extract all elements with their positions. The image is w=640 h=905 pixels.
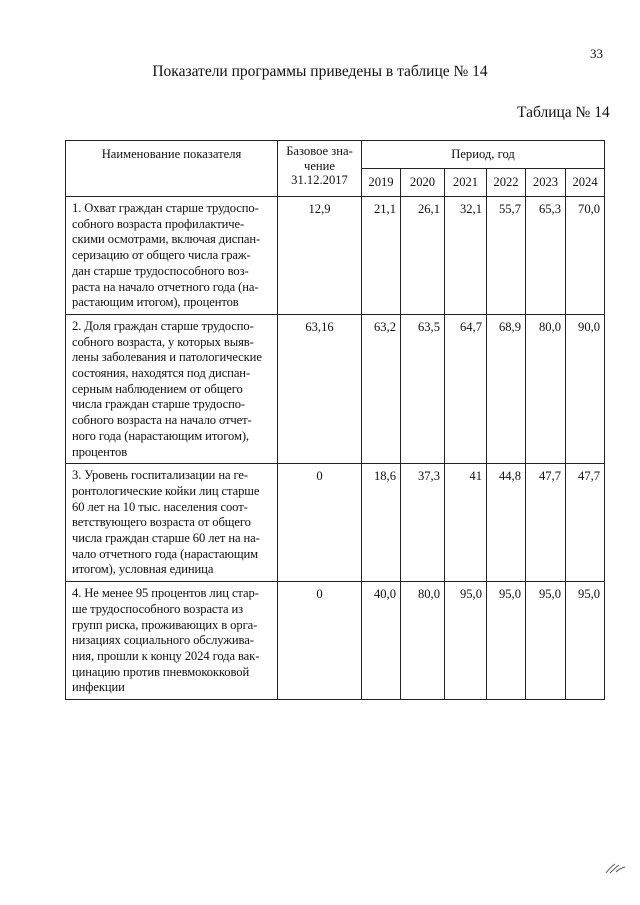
- indicator-line: 2. Доля граждан старше трудоспо-: [72, 318, 254, 333]
- indicator-line: ния, прошли к концу 2024 года вак-: [72, 648, 260, 663]
- year-value-cell: 47,7: [526, 464, 566, 582]
- table-row: [66, 314, 605, 463]
- year-value-cell: 95,0: [526, 582, 566, 700]
- indicator-line: групп риска, проживающих в орга-: [72, 617, 258, 632]
- year-value-cell: 40,0: [362, 582, 401, 700]
- indicator-line: 4. Не менее 95 процентов лиц стар-: [72, 586, 259, 601]
- base-value-cell: 0: [278, 464, 362, 582]
- year-value-cell: 65,3: [526, 197, 566, 315]
- handwritten-mark-icon: [604, 861, 628, 875]
- indicator-line: лены заболевания и патологические: [72, 350, 262, 365]
- header-base-line: Базовое зна-: [286, 144, 353, 158]
- year-value-cell: 90,0: [566, 314, 605, 463]
- header-base-line: чение: [304, 158, 335, 173]
- indicator-line: инфекции: [72, 680, 125, 695]
- indicator-name-cell: [66, 582, 278, 700]
- header-year: 2022: [487, 169, 526, 197]
- year-value-cell: 68,9: [487, 314, 526, 463]
- indicator-line: скими осмотрами, включая диспан-: [72, 232, 261, 247]
- table-row: [66, 197, 605, 315]
- indicator-line: числа граждан старше трудоспо-: [72, 397, 246, 412]
- year-value-cell: 70,0: [566, 197, 605, 315]
- base-value-cell: 12,9: [278, 197, 362, 315]
- page-number: 33: [590, 46, 603, 61]
- year-value-cell: 18,6: [362, 464, 401, 582]
- indicator-line: собного возраста на начало отчет-: [72, 413, 252, 428]
- header-year: 2021: [445, 169, 487, 197]
- year-value-cell: 37,3: [401, 464, 445, 582]
- indicator-line: итогом), условная единица: [72, 562, 214, 577]
- indicator-line: растающим итогом), процентов: [72, 295, 239, 310]
- indicator-line: серизацию от общего числа граж-: [72, 248, 251, 263]
- header-base-line: 31.12.2017: [291, 173, 348, 187]
- indicator-name-cell: [66, 197, 278, 315]
- table-caption: Таблица № 14: [517, 104, 610, 121]
- indicator-line: серным наблюдением от общего: [72, 381, 243, 396]
- year-value-cell: 95,0: [487, 582, 526, 700]
- year-value-cell: 55,7: [487, 197, 526, 315]
- year-value-cell: 63,5: [401, 314, 445, 463]
- year-value-cell: 80,0: [401, 582, 445, 700]
- indicator-line: дан старше трудоспособного воз-: [72, 263, 249, 278]
- table-row: [66, 582, 605, 700]
- base-value-cell: 0: [278, 582, 362, 700]
- indicator-name-cell: [66, 464, 278, 582]
- indicator-line: собного возраста, у которых выяв-: [72, 334, 254, 349]
- indicator-line: низациях социального обслужива-: [72, 633, 254, 648]
- header-indicator-name: Наименование показателя: [66, 141, 278, 197]
- header-year: 2023: [526, 169, 566, 197]
- indicator-line: раста на начало отчетного года (на-: [72, 279, 259, 294]
- indicator-line: процентов: [72, 444, 128, 459]
- header-year: 2024: [566, 169, 605, 197]
- indicator-line: 1. Охват граждан старше трудоспо-: [72, 201, 259, 215]
- year-value-cell: 26,1: [401, 197, 445, 315]
- page-heading: Показатели программы приведены в таблице № 14: [152, 63, 488, 80]
- indicator-line: числа граждан старше 60 лет на на-: [72, 531, 260, 546]
- indicator-line: ше трудоспособного возраста из: [72, 601, 244, 616]
- year-value-cell: 95,0: [566, 582, 605, 700]
- header-period: Период, год: [362, 141, 605, 169]
- year-value-cell: 95,0: [445, 582, 487, 700]
- indicator-line: чало отчетного года (нарастающим: [72, 546, 258, 561]
- year-value-cell: 21,1: [362, 197, 401, 315]
- header-year: 2019: [362, 169, 401, 197]
- year-value-cell: 63,2: [362, 314, 401, 463]
- indicators-table: [65, 140, 605, 700]
- table-row: [66, 464, 605, 582]
- indicator-name-cell: [66, 314, 278, 463]
- indicator-line: 60 лет на 10 тыс. населения соот-: [72, 499, 248, 514]
- year-value-cell: 80,0: [526, 314, 566, 463]
- indicator-line: собного возраста профилактиче-: [72, 216, 245, 231]
- indicator-line: ветствующего возраста от общего: [72, 515, 251, 530]
- header-base-value: [278, 141, 362, 197]
- table-header-row: [66, 141, 605, 169]
- year-value-cell: 44,8: [487, 464, 526, 582]
- indicator-line: ного года (нарастающим итогом),: [72, 428, 249, 443]
- year-value-cell: 41: [445, 464, 487, 582]
- indicator-line: 3. Уровень госпитализации на ге-: [72, 468, 248, 483]
- indicator-line: ронтологические койки лиц старше: [72, 483, 260, 498]
- header-year: 2020: [401, 169, 445, 197]
- indicator-line: цинацию против пневмококковой: [72, 664, 250, 679]
- year-value-cell: 64,7: [445, 314, 487, 463]
- year-value-cell: 47,7: [566, 464, 605, 582]
- year-value-cell: 32,1: [445, 197, 487, 315]
- base-value-cell: 63,16: [278, 314, 362, 463]
- indicator-line: состояния, находятся под диспан-: [72, 366, 251, 381]
